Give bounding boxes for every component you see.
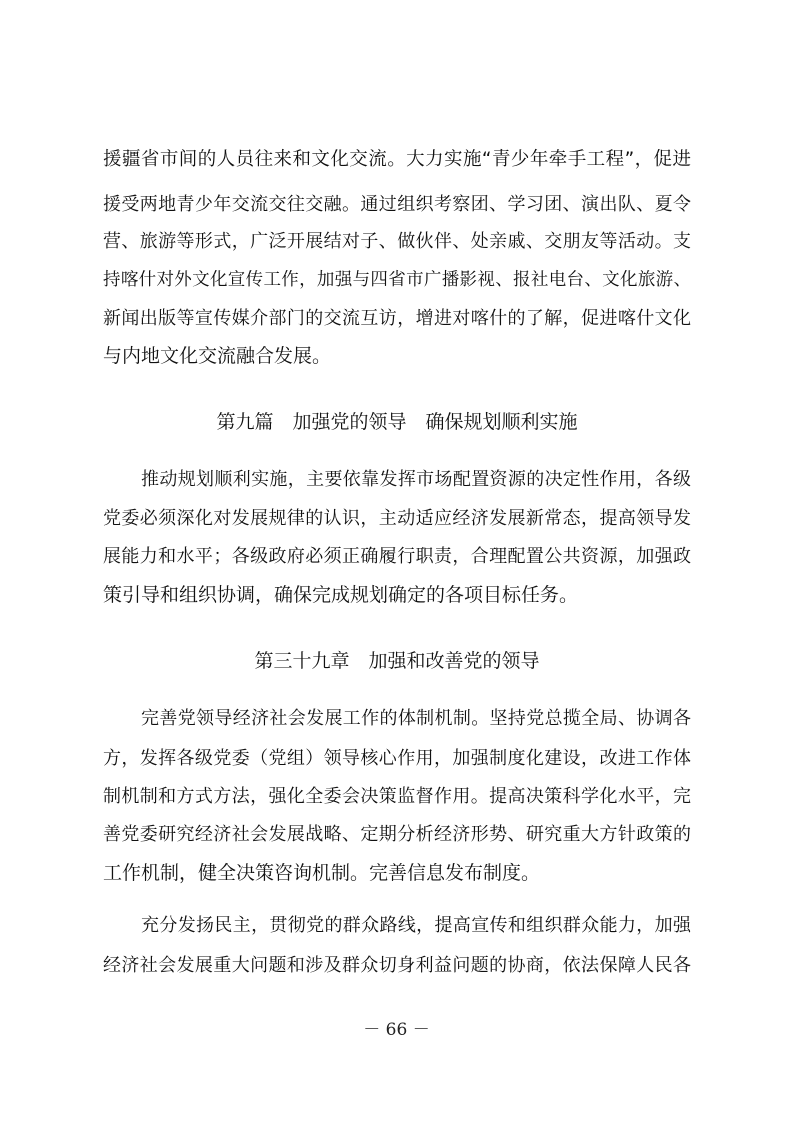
paragraph-4-line-1: 充分发扬民主，贯彻党的群众路线，提高宣传和组织群众能力，加强 [141, 915, 691, 936]
paragraph-1-line-2: 援受两地青少年交流交往交融。通过组织考察团、学习团、演出队、夏令 [103, 194, 691, 215]
paragraph-3-line-5: 工作机制，健全决策咨询机制。完善信息发布制度。 [103, 862, 541, 884]
paragraph-3-line-3: 制机制和方式方法，强化全委会决策监督作用。提高决策科学化水平，完 [103, 786, 691, 807]
paragraph-4-line-2: 经济社会发展重大问题和涉及群众切身利益问题的协商，依法保障人民各 [103, 955, 691, 976]
paragraph-3-line-4: 善党委研究经济社会发展战略、定期分析经济形势、研究重大方针政策的 [103, 824, 691, 845]
paragraph-1-line-5: 新闻出版等宣传媒介部门的交流互访，增进对喀什的了解，促进喀什文化 [103, 308, 691, 329]
paragraph-2-line-3: 展能力和水平；各级政府必须正确履行职责，合理配置公共资源，加强政 [103, 546, 691, 567]
part-heading: 第九篇 加强党的领导 确保规划顺利实施 [216, 411, 578, 433]
paragraph-1-line-1: 援疆省市间的人员往来和文化交流。大力实施“青少年牵手工程”，促进 [103, 149, 691, 170]
chapter-heading: 第三十九章 加强和改善党的领导 [254, 650, 540, 672]
paragraph-3-line-2: 方，发挥各级党委（党组）领导核心作用，加强制度化建设，改进工作体 [103, 748, 691, 769]
paragraph-1-line-6: 与内地文化交流融合发展。 [103, 345, 332, 367]
paragraph-3-line-1: 完善党领导经济社会发展工作的体制机制。坚持党总揽全局、协调各 [141, 708, 691, 729]
paragraph-2-line-1: 推动规划顺利实施，主要依靠发挥市场配置资源的决定性作用，各级 [141, 469, 691, 490]
paragraph-1-line-3: 营、旅游等形式，广泛开展结对子、做伙伴、处亲戚、交朋友等活动。支 [103, 231, 691, 252]
paragraph-2-line-4: 策引导和组织协调，确保完成规划确定的各项目标任务。 [103, 584, 579, 606]
page-number: － 66 － [363, 1020, 430, 1040]
paragraph-2-line-2: 党委必须深化对发展规律的认识，主动适应经济发展新常态，提高领导发 [103, 508, 691, 529]
paragraph-1-line-4: 持喀什对外文化宣传工作，加强与四省市广播影视、报社电台、文化旅游、 [103, 270, 691, 290]
